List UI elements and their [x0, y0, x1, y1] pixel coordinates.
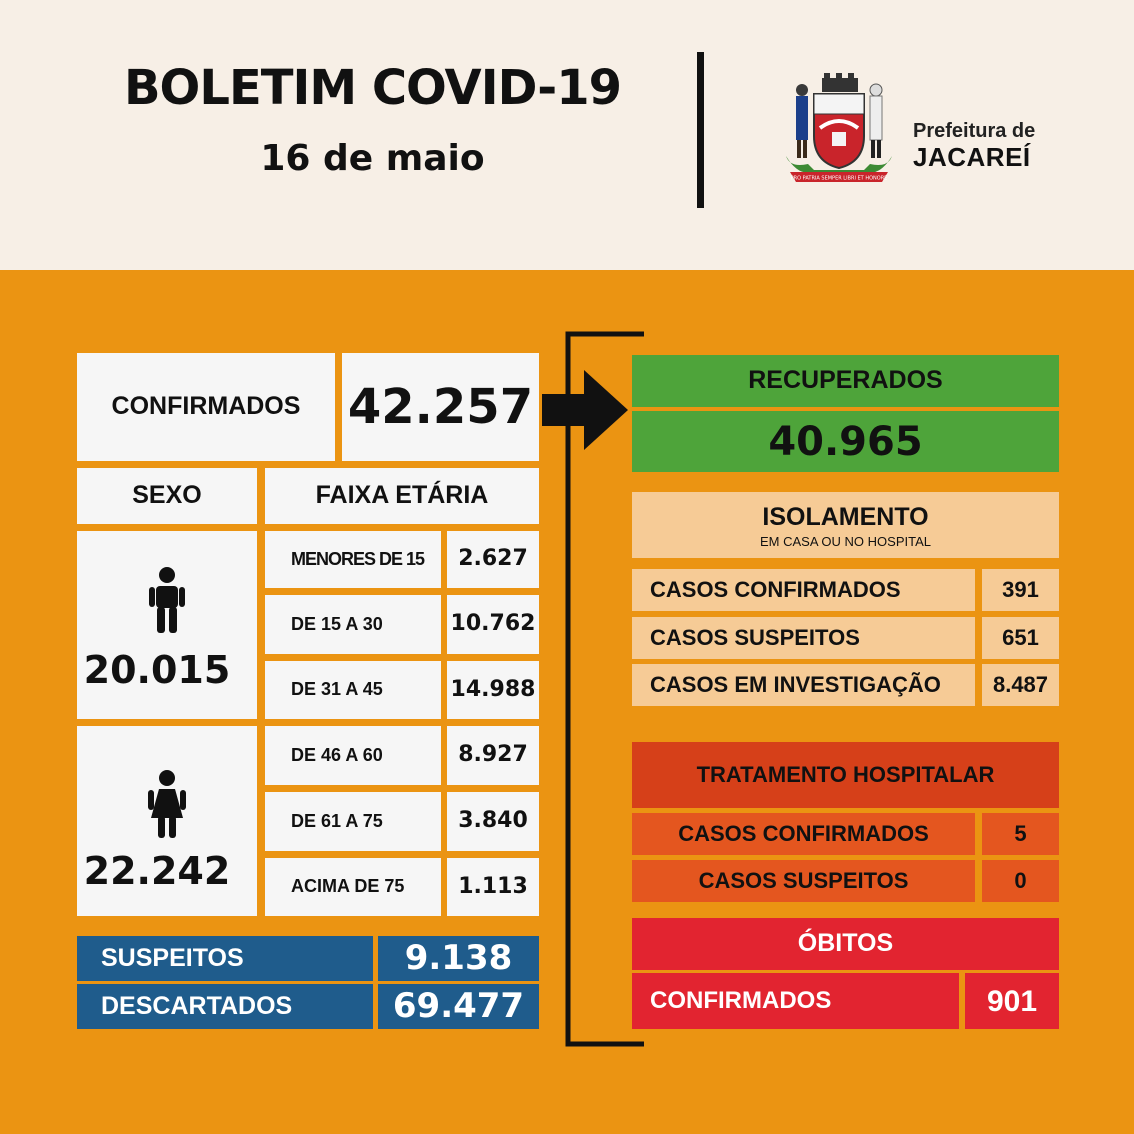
isolamento-subtitle: EM CASA OU NO HOSPITAL [760, 533, 931, 549]
sexo-header: SEXO [77, 468, 257, 524]
faixa-row-label: DE 46 A 60 [265, 726, 441, 785]
prefeitura-label: Prefeitura de [913, 120, 1036, 142]
recuperados-label: RECUPERADOS [632, 355, 1059, 407]
faixa-row-label: DE 15 A 30 [265, 595, 441, 654]
isolamento-row-value: 651 [982, 617, 1059, 659]
tratamento-title: TRATAMENTO HOSPITALAR [632, 742, 1059, 808]
male-person-icon [147, 567, 187, 633]
tratamento-row-label: CASOS CONFIRMADOS [632, 813, 975, 855]
descartados-label: DESCARTADOS [77, 984, 373, 1029]
faixa-row-label: MENORES DE 15 [265, 531, 441, 588]
isolamento-title: ISOLAMENTO [762, 503, 929, 532]
faixa-row-label: ACIMA DE 75 [265, 858, 441, 916]
isolamento-row-label: CASOS EM INVESTIGAÇÃO [632, 664, 975, 706]
faixa-etaria-header: FAIXA ETÁRIA [265, 468, 539, 524]
page-title: BOLETIM COVID-19 [123, 60, 622, 116]
suspeitos-value: 9.138 [378, 936, 539, 981]
isolamento-row-label: CASOS SUSPEITOS [632, 617, 975, 659]
male-count: 20.015 [83, 648, 231, 693]
tratamento-row-value: 5 [982, 813, 1059, 855]
isolamento-row-value: 391 [982, 569, 1059, 611]
suspeitos-label: SUSPEITOS [77, 936, 373, 981]
female-count: 22.242 [83, 849, 231, 894]
recuperados-value: 40.965 [632, 411, 1059, 472]
obitos-value: 901 [965, 973, 1059, 1029]
faixa-row-label: DE 61 A 75 [265, 792, 441, 851]
faixa-row-value: 8.927 [447, 726, 539, 785]
isolamento-header [632, 492, 1059, 558]
city-name: JACAREÍ [913, 142, 1031, 172]
faixa-row-value: 14.988 [447, 661, 539, 719]
male-card [77, 531, 257, 719]
obitos-title: ÓBITOS [632, 918, 1059, 970]
faixa-row-value: 10.762 [447, 595, 539, 654]
confirmados-label: CONFIRMADOS [77, 353, 335, 461]
tratamento-row-value: 0 [982, 860, 1059, 902]
confirmados-value: 42.257 [342, 353, 539, 461]
coat-of-arms-logo [780, 72, 898, 184]
descartados-value: 69.477 [378, 984, 539, 1029]
faixa-row-value: 2.627 [447, 531, 539, 588]
faixa-row-value: 3.840 [447, 792, 539, 851]
logo-banner-text: PRO PATRIA SEMPER LIBRI ET HONORE [790, 175, 888, 182]
page-date: 16 de maio [260, 138, 485, 179]
faixa-row-value: 1.113 [447, 858, 539, 916]
obitos-label: CONFIRMADOS [632, 973, 959, 1029]
faixa-row-label: DE 31 A 45 [265, 661, 441, 719]
header-divider [697, 52, 704, 208]
tratamento-row-label: CASOS SUSPEITOS [632, 860, 975, 902]
isolamento-row-value: 8.487 [982, 664, 1059, 706]
isolamento-row-label: CASOS CONFIRMADOS [632, 569, 975, 611]
female-person-icon [147, 770, 187, 838]
female-card [77, 726, 257, 916]
